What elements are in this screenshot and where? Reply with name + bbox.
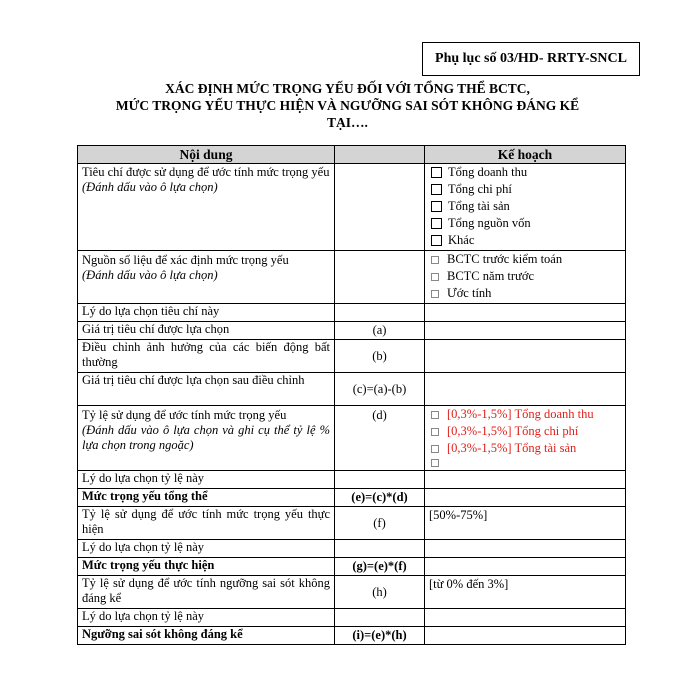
row-plan[interactable] [425, 471, 626, 489]
row-plan[interactable]: [từ 0% đến 3%] [425, 576, 626, 609]
checkbox-icon[interactable] [431, 167, 442, 178]
table-row [78, 489, 626, 507]
row-plan[interactable] [425, 558, 626, 576]
option-label: Ước tính [447, 286, 492, 300]
option-rate-assets[interactable] [431, 440, 621, 457]
document-title [80, 80, 615, 131]
table-row [78, 406, 626, 471]
row-formula: (f) [335, 507, 425, 540]
table-row [78, 558, 626, 576]
option-prior-year-fs[interactable] [431, 268, 621, 285]
row-label: Giá trị tiêu chí được lựa chọn [78, 322, 335, 340]
row-label: Lý do lựa chọn tỷ lệ này [78, 609, 335, 627]
row-note: (Đánh dấu vào ô lựa chọn) [82, 268, 218, 282]
table-row [78, 304, 626, 322]
option-label: Khác [448, 233, 475, 247]
row-formula [335, 304, 425, 322]
title-line-2: MỨC TRỌNG YẾU THỰC HIỆN VÀ NGƯỠNG SAI SÓT KHÔNG ĐÁNG KỂ [115, 98, 580, 113]
row-formula [335, 609, 425, 627]
row-formula [335, 540, 425, 558]
row-formula [335, 164, 425, 251]
table-row [78, 507, 626, 540]
row-formula: (h) [335, 576, 425, 609]
row-label-text: Nguồn số liệu để xác định mức trọng yếu [82, 253, 289, 267]
table-row [78, 576, 626, 609]
table-row [78, 164, 626, 251]
row-label [78, 251, 335, 304]
table-row [78, 471, 626, 489]
option-rate-revenue[interactable] [431, 406, 621, 423]
checkbox-icon[interactable] [431, 290, 439, 298]
option-rate-other[interactable] [431, 457, 621, 469]
header-content: Nội dung [78, 146, 335, 164]
checkbox-icon[interactable] [431, 218, 442, 229]
option-label: Tổng tài sản [448, 199, 510, 213]
option-estimate[interactable] [431, 285, 621, 302]
row-plan[interactable] [425, 627, 626, 645]
row-plan[interactable] [425, 340, 626, 373]
row-label: Lý do lựa chọn tiêu chí này [78, 304, 335, 322]
title-line-1: XÁC ĐỊNH MỨC TRỌNG YẾU ĐỐI VỚI TỔNG THỂ BCTC, [165, 81, 530, 96]
row-label [78, 164, 335, 251]
title-line-3: TẠI…. [327, 115, 368, 130]
table-row [78, 627, 626, 645]
table-row [78, 340, 626, 373]
row-formula: (d) [335, 406, 425, 471]
row-formula: (c)=(a)-(b) [335, 373, 425, 406]
row-formula: (i)=(e)*(h) [335, 627, 425, 645]
checkbox-icon[interactable] [431, 411, 439, 419]
option-label: [0,3%-1,5%] Tổng chi phí [447, 424, 579, 438]
row-plan[interactable] [425, 373, 626, 406]
row-label: Tỷ lệ sử dụng để ước tính ngưỡng sai sót không đáng kể [78, 576, 335, 609]
option-label: BCTC trước kiểm toán [447, 252, 563, 266]
option-unaudited-fs[interactable] [431, 251, 621, 268]
checkbox-icon[interactable] [431, 235, 442, 246]
row-note: (Đánh dấu vào ô lựa chọn) [82, 180, 218, 194]
option-label: [0,3%-1,5%] Tổng tài sản [447, 441, 577, 455]
checkbox-icon[interactable] [431, 256, 439, 264]
row-formula: (g)=(e)*(f) [335, 558, 425, 576]
row-label: Mức trọng yếu tổng thể [78, 489, 335, 507]
row-label: Điều chỉnh ảnh hưởng của các biến động bất thường [78, 340, 335, 373]
table-row [78, 540, 626, 558]
row-plan[interactable] [425, 322, 626, 340]
checkbox-icon[interactable] [431, 459, 439, 467]
option-other[interactable] [431, 232, 621, 249]
option-total-capital[interactable] [431, 215, 621, 232]
row-formula: (e)=(c)*(d) [335, 489, 425, 507]
option-label: Tổng nguồn vốn [448, 216, 531, 230]
row-label [78, 406, 335, 471]
row-note: (Đánh dấu vào ô lựa chọn và ghi cụ thể tỷ lệ % lựa chọn trong ngoặc) [82, 423, 330, 452]
row-formula [335, 471, 425, 489]
checkbox-icon[interactable] [431, 428, 439, 436]
checkbox-icon[interactable] [431, 184, 442, 195]
row-formula: (b) [335, 340, 425, 373]
option-total-assets[interactable] [431, 198, 621, 215]
row-label: Tỷ lệ sử dụng để ước tính mức trọng yếu thực hiện [78, 507, 335, 540]
appendix-badge: Phụ lục số 03/HD- RRTY-SNCL [422, 42, 640, 76]
checkbox-icon[interactable] [431, 273, 439, 281]
option-label: Tổng chi phí [448, 182, 512, 196]
row-plan[interactable] [425, 609, 626, 627]
table-row [78, 609, 626, 627]
row-formula [335, 251, 425, 304]
option-label: Tổng doanh thu [448, 165, 528, 179]
option-total-expense[interactable] [431, 181, 621, 198]
option-total-revenue[interactable] [431, 164, 621, 181]
row-label-text: Tỷ lệ sử dụng để ước tính mức trọng yếu [82, 408, 287, 422]
row-plan [425, 164, 626, 251]
row-plan[interactable] [425, 304, 626, 322]
option-label: [0,3%-1,5%] Tổng doanh thu [447, 407, 594, 421]
row-plan[interactable] [425, 540, 626, 558]
checkbox-icon[interactable] [431, 445, 439, 453]
option-label: BCTC năm trước [447, 269, 534, 283]
option-rate-expense[interactable] [431, 423, 621, 440]
row-plan[interactable]: [50%-75%] [425, 507, 626, 540]
row-plan [425, 406, 626, 471]
header-plan: Kế hoạch [425, 146, 626, 164]
row-label: Lý do lựa chọn tỷ lệ này [78, 540, 335, 558]
row-plan[interactable] [425, 489, 626, 507]
row-plan [425, 251, 626, 304]
row-formula: (a) [335, 322, 425, 340]
checkbox-icon[interactable] [431, 201, 442, 212]
row-label: Ngưỡng sai sót không đáng kể [78, 627, 335, 645]
header-formula [335, 146, 425, 164]
row-label: Mức trọng yếu thực hiện [78, 558, 335, 576]
table-header-row [78, 146, 626, 164]
table-row [78, 322, 626, 340]
table-row [78, 373, 626, 406]
table-row [78, 251, 626, 304]
materiality-table [77, 145, 626, 645]
row-label: Lý do lựa chọn tỷ lệ này [78, 471, 335, 489]
row-label: Giá trị tiêu chí được lựa chọn sau điều chỉnh [78, 373, 335, 406]
row-label-text: Tiêu chí được sử dụng để ước tính mức trọng yếu [82, 165, 330, 179]
